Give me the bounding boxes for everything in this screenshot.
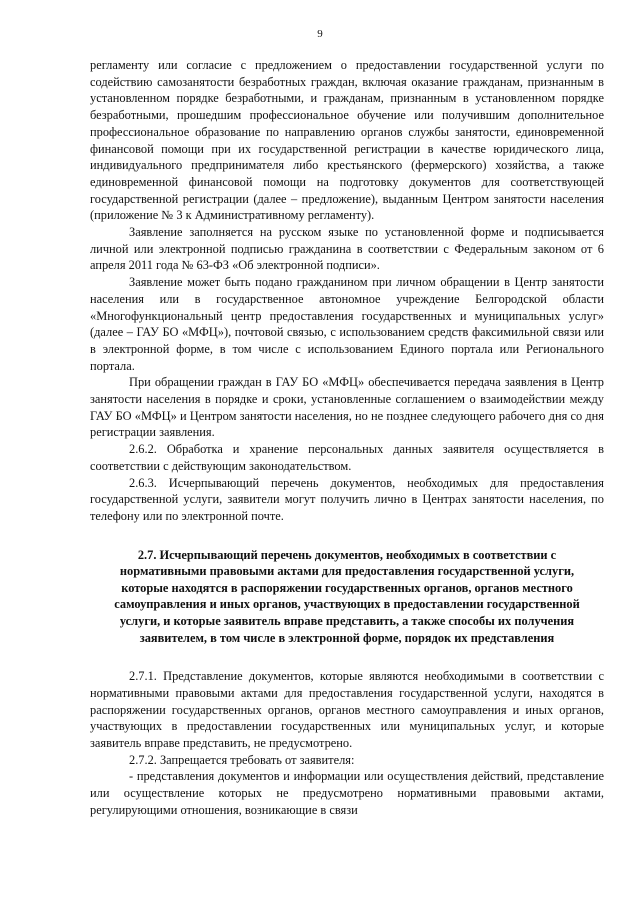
document-body — [90, 57, 604, 819]
paragraph-mfc-transfer: При обращении граждан в ГАУ БО «МФЦ» обеспечивается передача заявления в Центр занятости населения в порядке и сроки, установленные соглашением о взаимодействии между ГАУ БО «МФЦ» и Центром занятости населения, но не позднее следующего рабочего дня со дня регистрации заявления. — [90, 375, 604, 440]
paragraph-2-7-2: 2.7.2. Запрещается требовать от заявителя: — [129, 752, 355, 767]
section-heading-2-7: 2.7. Исчерпывающий перечень документов, необходимых в соответствии с нормативными правовыми актами для предоставления государственной услуги, которые находятся в распоряжении государственных органов, органов местного самоуправления и иных органов, участвующих в предоставлении государственной услуги, и которые заявитель вправе представить, а также способы их получения заявителем, в том числе в электронной форме, порядок их представления — [114, 547, 580, 645]
paragraph-prohibition-item: - представления документов и информации или осуществления действий, представление или осуществление которых не предусмотрено нормативными правовыми актами, регулирующими отношения, возникающие в связи — [90, 769, 604, 817]
paragraph-application-submission: Заявление может быть подано гражданином при личном обращении в Центр занятости населения или в государственное автономное учреждение Белгородской области «Многофункциональный центр предоставления государственных и муниципальных услуг» (далее – ГАУ БО «МФЦ»), почтовой связью, с использованием средств факсимильной связи или в электронной форме, в том числе с использованием Единого портала или Регионального портала. — [90, 275, 604, 373]
paragraph-2-6-3: 2.6.3. Исчерпывающий перечень документов, необходимых для предоставления государственной услуги, заявители могут получить лично в Центрах занятости населения, по телефону или по электронной почте. — [90, 475, 604, 523]
page-number: 9 — [317, 28, 323, 40]
paragraph-continuation: регламенту или согласие с предложением о предоставлении государственной услуги по содействию самозанятости безработных граждан, включая оказание гражданам, признанным в установленном порядке безработными, и гражданам, признанным в установленном порядке безработными, прошедшим профессиональное обучение или получившим дополнительное профессиональное образование по направлению органов службы занятости, единовременной финансовой помощи при их государственной регистрации в качестве юридического лица, индивидуального предпринимателя либо крестьянского (фермерского) хозяйства, а также единовременной финансовой помощи на подготовку документов для соответствующей государственной регистрации (далее – предложение), выданным Центром занятости населения (приложение № 3 к Административному регламенту). — [90, 58, 604, 223]
paragraph-application-language: Заявление заполняется на русском языке по установленной форме и подписывается личной или электронной подписью гражданина в соответствии с Федеральным законом от 6 апреля 2011 года № 63-ФЗ «Об электронной подписи». — [90, 225, 604, 273]
paragraph-2-6-2: 2.6.2. Обработка и хранение персональных данных заявителя осуществляется в соответствии с действующим законодательством. — [90, 442, 604, 473]
paragraph-2-7-1: 2.7.1. Представление документов, которые являются необходимыми в соответствии с нормативными правовыми актами для предоставления государственной услуги, находятся в распоряжении государственных органов, органов местного самоуправления и иных органов, участвующих в предоставлении государственных или муниципальных услуг, и которые заявитель вправе представить, не предусмотрено. — [90, 669, 604, 751]
